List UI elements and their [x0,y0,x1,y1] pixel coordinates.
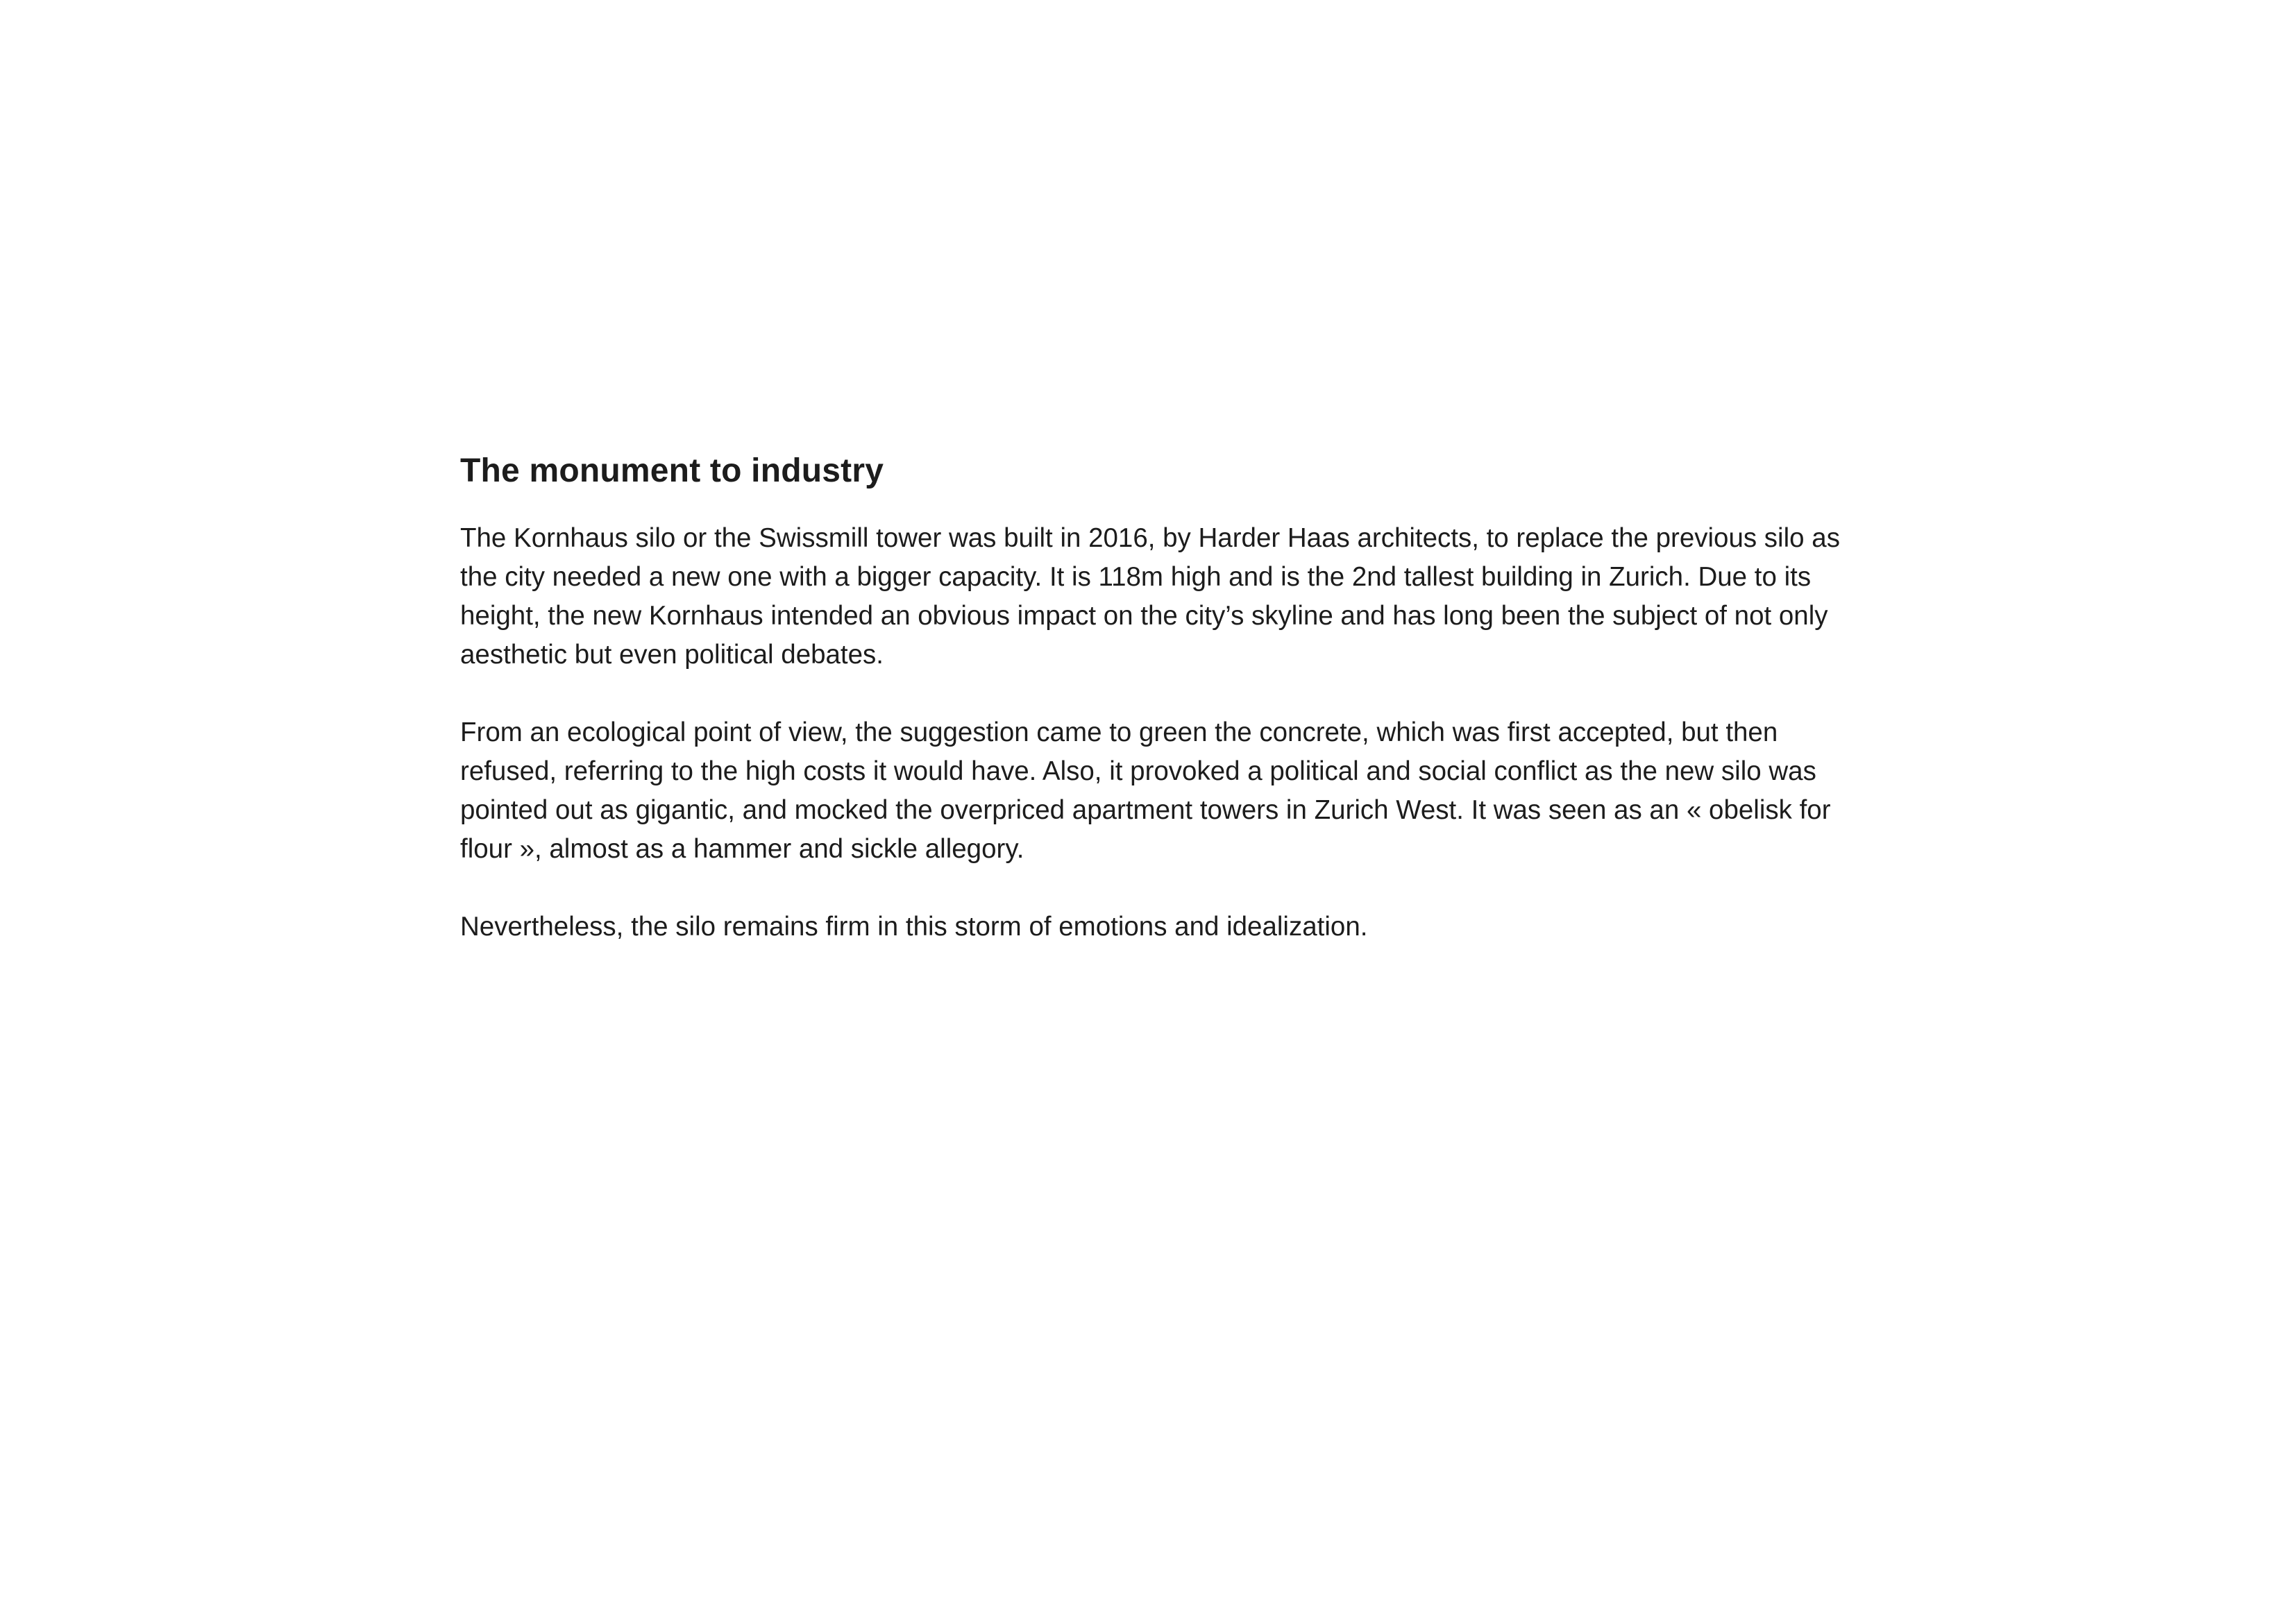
article-paragraph-3: Nevertheless, the silo remains firm in this storm of emotions and idealization. [460,912,1368,942]
article-title: The monument to industry [460,452,884,489]
article [460,450,1869,946]
article-paragraph-1: The Kornhaus silo or the Swissmill tower was built in 2016, by Harder Haas architects, to replace the previous silo as the city needed a new one with a bigger capacity. It is 118m high and is the 2nd tallest building in Zurich. Due to its height, the new Kornhaus intended an obvious impact on the city’s skyline and has long been the subject of not only aesthetic but even political debates. [460,523,1840,670]
article-paragraph-2: From an ecological point of view, the suggestion came to green the concrete, which was first accepted, but then refused, referring to the high costs it would have. Also, it provoked a political and social conflict as the new silo was pointed out as gigantic, and mocked the overpriced apartment towers in Zurich West. It was seen as an « obelisk for flour », almost as a hammer and sickle allegory. [460,717,1831,864]
